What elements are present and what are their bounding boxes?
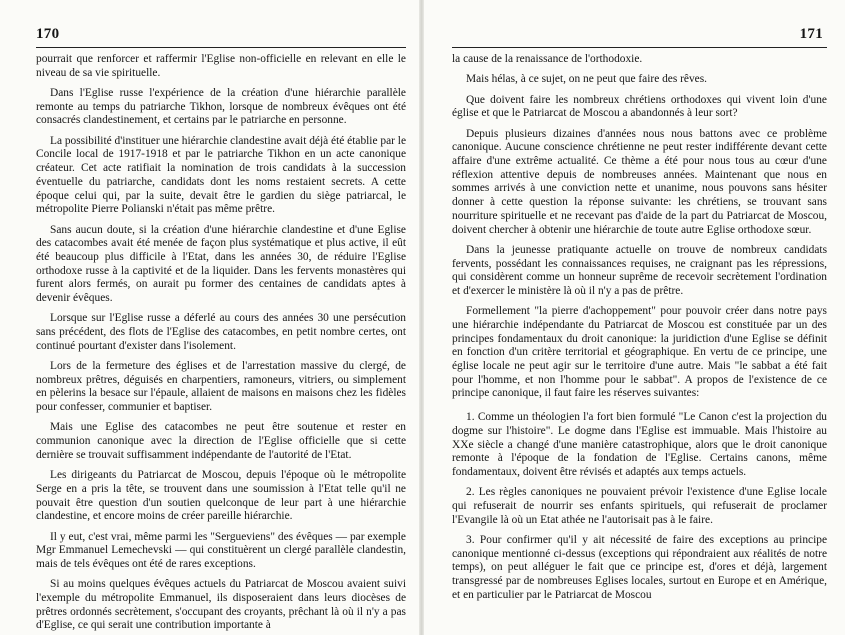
paragraph: Lors de la fermeture des églises et de l'arrestation massive du clergé, de nombreux prêtres, déguisés en charpentiers, ramoneurs, vitriers, ou simplement en pèlerins la besace sur l'épaule, allaient de maisons en maisons chez les fidèles pour confesser, communier et baptiser. [36, 360, 406, 414]
paragraph: Mais hélas, à ce sujet, on ne peut que faire des rêves. [466, 73, 708, 86]
paragraph: Dans l'Eglise russe l'expérience de la création d'une hiérarchie parallèle remonte au temps du patriarche Tikhon, lorsque de nombreux évêques ont été consacrés clandestinement, et certains par le patriarche en personne. [36, 87, 406, 127]
page-number: 170 [36, 26, 60, 42]
paragraph: Mais une Eglise des catacombes ne peut être soutenue et rester en communion canonique avec la direction de l'Eglise officielle que si cette dernière se trouvait suffisamment indépendante de l'autorité de l'Etat. [36, 421, 406, 461]
right-page [424, 0, 845, 635]
paragraph: Les dirigeants du Patriarcat de Moscou, depuis l'époque où le métropolite Serge en a pris la tête, se trouvent dans une soumission à l'Etat telle qu'il ne pouvait être question d'un soutien quelconque de leur part à une hiérarchie clandestine, et encore moins de créer pareille hiérarchie. [36, 469, 406, 523]
paragraph: 1. Comme un théologien l'a fort bien formulé "Le Canon c'est la projection du dogme sur l'histoire". Le dogme dans l'Eglise est immuable. Mais l'histoire au XXe siècle a changé d'une manière catastrophique, alors que le droit canonique remonte à l'époque de la fondation de l'Eglise. Certains canons, même fondamentaux, doivent être révisés et adaptés aux temps actuels. [452, 411, 827, 478]
paragraph: Depuis plusieurs dizaines d'années nous nous battons avec ce problème canonique. Aucune conscience chrétienne ne peut rester indifférente devant cette affaire d'une extrême actualité. Ce thème a été pour nous tous au cœur d'une réflexion attentive depuis de nombreuses années. Maintenant que nous en sommes arrivés à une conviction nette et unanime, nous pouvons sans hésiter donner à cette question la réponse suivante: les chrétiens, se trouvant sans nourriture spirituelle et ne recevant pas d'aide de la part du Patriarcat de Moscou, doivent chercher à obtenir une hiérarchie de toute autre Eglise orthodoxe sœur. [452, 127, 827, 236]
text-column [36, 53, 406, 635]
paragraph: Si au moins quelques évêques actuels du Patriarcat de Moscou avaient suivi l'exemple du métropolite Emmanuel, ils disposeraient dans leurs diocèses de prêtres ordonnés secrètement, s'occupant des croyants, prêchant là où il n'y a pas d'Eglise, ce qui serait une contribution importante à [36, 578, 406, 632]
paragraph: Dans la jeunesse pratiquante actuelle on trouve de nombreux candidats fervents, possédant les connaissances requises, ne craignant pas les répressions, qui considèrent comme un honneur suprême de recevoir secrètement l'ordination et d'exercer le ministère là où il n'y a pas de prêtre. [452, 243, 827, 297]
paragraph: la cause de la renaissance de l'orthodoxie. [452, 53, 643, 65]
paragraph: 2. Les règles canoniques ne pouvaient prévoir l'existence d'une Eglise locale qui refuserait de nourrir ses enfants spirituels, qui refuserait de proclamer l'Evangile là où un Etat athée ne l'autorisait pas à le faire. [452, 486, 827, 526]
paragraph: pourrait que renforcer et raffermir l'Eglise non-officielle en relevant en elle le niveau de sa vie spirituelle. [36, 53, 406, 79]
paragraph: Sans aucun doute, si la création d'une hiérarchie clandestine et d'une Eglise des catacombes avait été menée de façon plus systématique et plus active, il eût été beaucoup plus difficile à l'Etat, dans les années 30, de réduire l'Eglise orthodoxe russe à la captivité et de la liquider. Dans les fervents monastères qui furent alors fermés, on aurait pu former des centaines de candidats aptes à devenir évêques. [36, 223, 406, 305]
paragraph: Il y eut, c'est vrai, même parmi les "Sergueviens" des évêques — par exemple Mgr Emmanuel Lemechevski — qui constituèrent un clergé parallèle clandestin, mais de tels évêques ont été de rares exceptions. [36, 530, 406, 570]
header-rule [452, 47, 827, 48]
left-page [0, 0, 420, 635]
paragraph: Formellement "la pierre d'achoppement" pour pouvoir créer dans notre pays une hiérarchie indépendante du Patriarcat de Moscou est constituée par un des principes fondamentaux du droit canonique: la juridiction d'une Eglise se définit en fonction d'un critère territorial et géographique. En vertu de ce principe, une église locale ne peut agir sur le territoire d'une autre. Mais "le sabbat a été fait pour l'homme, et non l'homme pour le sabbat". A propos de l'existence de ce principe canonique, il faut faire les réserves suivantes: [452, 305, 827, 400]
page-number: 171 [799, 26, 823, 42]
header-rule [36, 47, 406, 48]
paragraph: Lorsque sur l'Eglise russe a déferlé au cours des années 30 une persécution sans précédent, des flots de l'Eglise des catacombes, en petit nombre certes, ont continué pourtant d'exister dans l'isolement. [36, 312, 406, 352]
paragraph: 3. Pour confirmer qu'il y ait nécessité de faire des exceptions au principe canonique mentionné ci-dessus (exceptions qui répondraient aux réalités de notre temps), on peut alléguer le fait que ce principe est, d'ores et déjà, largement transgressé par de nombreuses Eglises locales, surtout en Europe et en Amérique, et en particulier par le Patriarcat de Moscou [452, 533, 827, 601]
text-column [452, 53, 827, 609]
paragraph: Que doivent faire les nombreux chrétiens orthodoxes qui vivent loin d'une église et que le Patriarcat de Moscou a abandonnés à leur sort? [452, 93, 827, 120]
paragraph: La possibilité d'instituer une hiérarchie clandestine avait déjà été établie par le Concile local de 1917-1918 et par le patriarche Tikhon en un acte canonique créateur. Cet acte ratifiait la nomination de trois candidats à la succession éventuelle du patriarche, candidats dont les noms restaient secrets. A cette époque celui qui, par la suite, devait être le gardien du siège patriarcal, le métropolite Pierre Polianski n'était pas même prêtre. [36, 134, 406, 216]
